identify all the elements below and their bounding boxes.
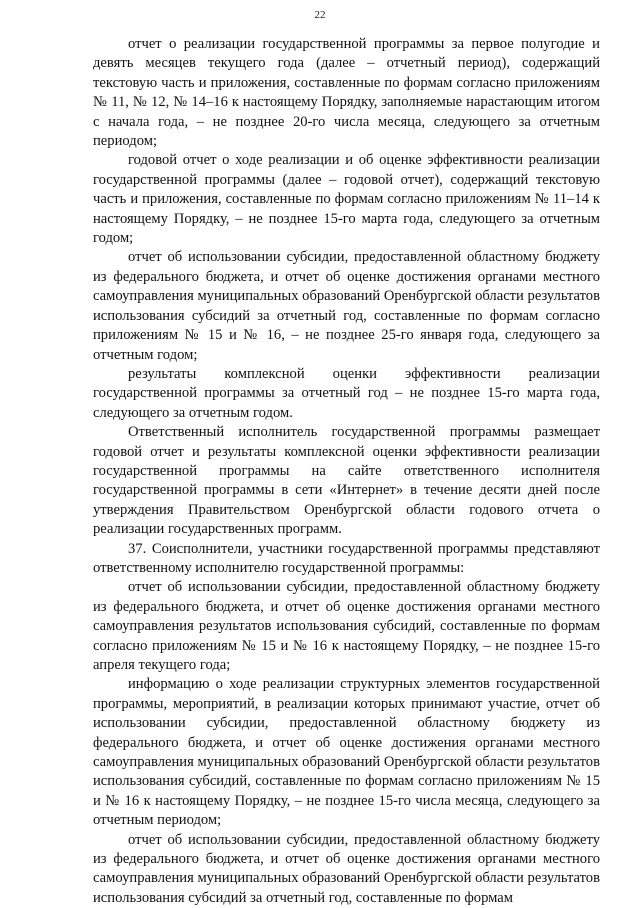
paragraph-annual-report: годовой отчет о ходе реализации и об оценке эффективности реализации государственной программы (далее – годовой отчет), содержащий текстовую часть и приложения, составленные по формам согласно приложениям № 11–14 к настоящему Порядку, – не позднее 15-го марта года, следующего за отчетным годом; (93, 152, 600, 247)
paragraph-item-37: 37. Соисполнители, участники государственной программы представляют ответственному исполнителю государственной программы: (93, 540, 600, 576)
paragraph-semiannual-report: отчет о реализации государственной программы за первое полугодие и девять месяцев текущего года (далее – отчетный период), содержащий текстовую часть и приложения, составленные по формам согласно приложениям № 11, № 12, № 14–16 к настоящему Порядку, заполняемые нарастающим итогом с начала года, – не позднее 20-го числа месяца, следующего за отчетным периодом; (93, 36, 600, 150)
paragraph-publication: Ответственный исполнитель государственной программы размещает годовой отчет и результаты комплексной оценки эффективности реализации государственной программы на сайте ответственного исполнителя государственной программы в сети «Интернет» в течение десяти дней после утверждения Правительством Оренбургской области годового отчета о реализации государственных программ. (93, 424, 600, 538)
paragraph-subsidy-report-april: отчет об использовании субсидии, предоставленной областному бюджету из федерального бюджета, и отчет об оценке достижения органами местного самоуправления результатов использования субсидий, составленные по формам согласно приложениям № 15 и № 16 к настоящему Порядку, – не позднее 15-го апреля текущего года; (93, 579, 600, 673)
page-number: 22 (314, 9, 326, 21)
paragraph-subsidy-report-annual: отчет об использовании субсидии, предоставленной областному бюджету из федерального бюджета, и отчет об оценке достижения органами местного самоуправления муниципальных образований Оренбургской области результатов использования субсидий за отчетный год, составленные по формам (93, 831, 600, 906)
paragraph-subsidy-report: отчет об использовании субсидии, предоставленной областному бюджету из федерального бюджета, и отчет об оценке достижения органами местного самоуправления муниципальных образований Оренбургской области результатов использования субсидий за отчетный год, составленные по формам согласно приложениям № 15 и № 16, – не позднее 25-го января года, следующего за отчетным годом; (93, 249, 600, 363)
paragraph-progress-information: информацию о ходе реализации структурных элементов государственной программы, мероприятий, в реализации которых принимают участие, отчет об использовании субсидии, предоставленной областному бюджету из федерального бюджета, и отчет об оценке достижения органами местного самоуправления муниципальных образований Оренбургской области результатов использования субсидий, составленные по формам согласно приложениям № 15 и № 16 к настоящему Порядку, – не позднее 15-го числа месяца, следующего за отчетным периодом; (93, 676, 600, 829)
paragraph-complex-assessment: результаты комплексной оценки эффективности реализации государственной программы за отчетный год – не позднее 15-го марта года, следующего за отчетным годом. (93, 365, 600, 421)
body-text (93, 35, 600, 908)
